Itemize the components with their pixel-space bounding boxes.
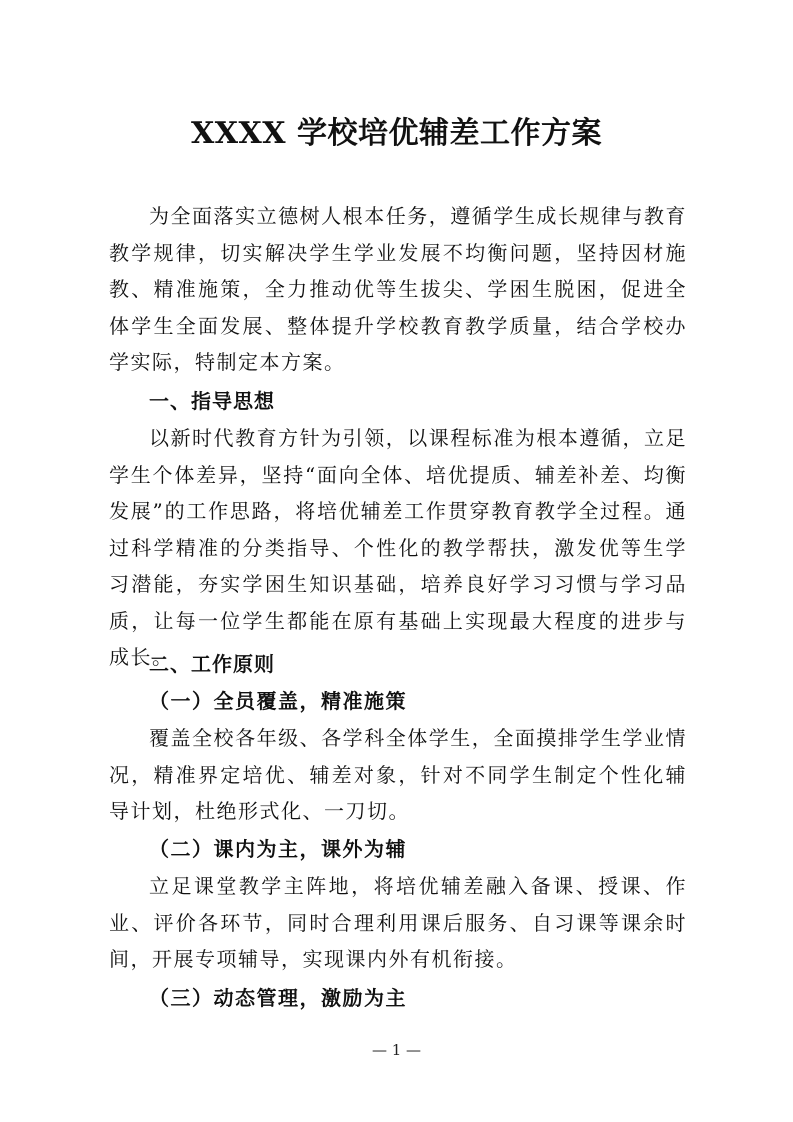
- section-heading-guiding-ideology: 一、指导思想: [149, 389, 275, 413]
- principle-paragraph-2: 立足课堂教学主阵地，将培优辅差融入备课、授课、作业、评价各环节，同时合理利用课后服务、自习课等课余时间，开展专项辅导，实现课内外有机衔接。: [109, 874, 687, 971]
- principle-paragraph-1: 覆盖全校各年级、各学科全体学生，全面摸排学生学业情况，精准界定培优、辅差对象，针对不同学生制定个性化辅导计划，杜绝形式化、一刀切。: [109, 726, 687, 823]
- document-title: XXXX 学校培优辅差工作方案: [190, 116, 603, 151]
- intro-paragraph: 为全面落实立德树人根本任务，遵循学生成长规律与教育教学规律，切实解决学生学业发展不均衡问题，坚持因材施教、精准施策，全力推动优等生拔尖、学困生脱困，促进全体学生全面发展、整体提升学校教育教学质量，结合学校办学实际，特制定本方案。: [109, 204, 687, 374]
- principle-heading-1: （一）全员覆盖，精准施策: [149, 689, 407, 713]
- page-number: — 1 —: [371, 1041, 422, 1059]
- principle-heading-3: （三）动态管理，激励为主: [149, 986, 407, 1010]
- guiding-ideology-paragraph: 以新时代教育方针为引领，以课程标准为根本遵循，立足学生个体差异，坚持“面向全体、培优提质、辅差补差、均衡发展”的工作思路，将培优辅差工作贯穿教育教学全过程。通过科学精准的分类指导、个性化的教学帮扶，激发优等生学习潜能，夯实学困生知识基础，培养良好学习习惯与学习品质，让每一位学生都能在原有基础上实现最大程度的进步与成长。: [109, 426, 687, 669]
- principle-heading-2: （二）课内为主，课外为辅: [149, 837, 407, 861]
- section-heading-principles: 二、工作原则: [149, 652, 275, 676]
